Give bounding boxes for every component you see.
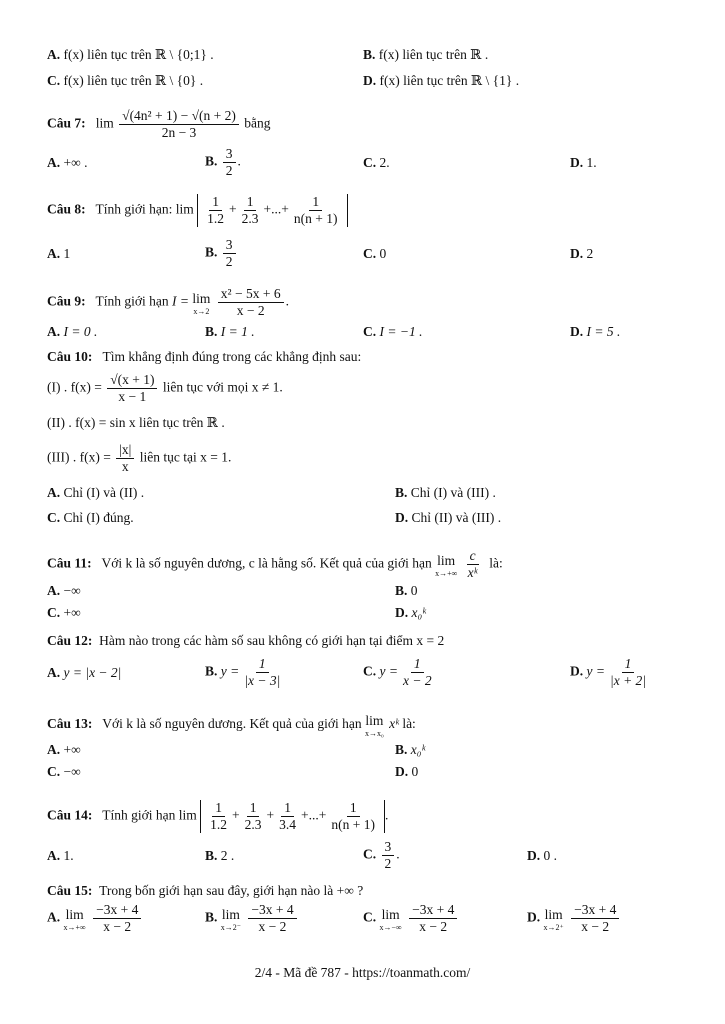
- option-text: x₀ᵏ: [410, 742, 426, 757]
- ellipsis: +...+: [263, 201, 289, 217]
- q12-option-d: [570, 656, 651, 689]
- option-text: I = 1 .: [220, 324, 255, 339]
- question-label: Câu 13:: [47, 716, 93, 732]
- option-text: 0: [379, 246, 387, 261]
- stem-tail: .: [285, 293, 289, 309]
- statement-text: liên tục với mọi x ≠ 1.: [162, 379, 283, 395]
- denominator: x − 2: [236, 303, 265, 318]
- stem-text: Tính giới hạn: lim: [95, 201, 194, 217]
- denominator: x − 2: [258, 919, 287, 934]
- option-label: A.: [47, 246, 61, 261]
- lim-subscript: x→+∞: [63, 922, 86, 932]
- option-label: C.: [363, 663, 377, 679]
- numerator: 1: [212, 800, 225, 817]
- option-tail: .: [396, 846, 400, 862]
- numerator: 1: [347, 800, 360, 817]
- option-label: D.: [570, 246, 584, 261]
- stem-text: Tìm khẳng định đúng trong các khẳng định sau:: [102, 349, 362, 364]
- q10-statement-3: [47, 442, 231, 475]
- q12-option-b: [205, 656, 285, 689]
- q13-option-a: [47, 741, 81, 759]
- lim-symbol: lim: [95, 115, 114, 131]
- numerator: √(4n² + 1) − √(n + 2): [119, 108, 239, 125]
- stem-text: Tính giới hạn: [95, 293, 169, 309]
- option-text: Chỉ (I) và (III) .: [410, 485, 496, 500]
- option-text: 0: [411, 764, 419, 779]
- option-text: I = 5 .: [586, 324, 621, 339]
- limit: [380, 906, 402, 932]
- option-text: y = |x − 2|: [63, 665, 122, 680]
- denominator: x − 2: [103, 919, 132, 934]
- denominator: |x + 2|: [609, 673, 647, 688]
- option-label: A.: [47, 848, 61, 863]
- option-label: C.: [47, 510, 61, 525]
- variable: I =: [172, 293, 190, 309]
- option-label: D.: [363, 73, 377, 88]
- option-label: B.: [205, 324, 218, 339]
- lim-subscript: x→−∞: [379, 922, 402, 932]
- denominator: 2.3: [241, 211, 259, 226]
- lim-symbol: lim: [365, 713, 384, 728]
- numerator: 1: [244, 194, 257, 211]
- denominator: 3.4: [279, 817, 297, 832]
- option-text: 1: [63, 246, 71, 261]
- limit: [435, 552, 457, 578]
- denominator: x: [121, 459, 129, 474]
- stem-text: Tính giới hạn lim: [102, 807, 197, 823]
- q9-option-d: [570, 323, 620, 341]
- numerator: 1: [256, 656, 269, 673]
- numerator: 3: [382, 839, 395, 856]
- numerator: x² − 5x + 6: [218, 286, 284, 303]
- option-text: Chỉ (I) và (II) .: [63, 485, 145, 500]
- fraction: [242, 800, 265, 833]
- lim-symbol: lim: [437, 552, 456, 568]
- lim-symbol: lim: [65, 906, 84, 922]
- numerator: 3: [223, 146, 236, 163]
- stem-tail: là:: [489, 555, 503, 571]
- option-text: 2: [586, 246, 594, 261]
- q10-stem: [47, 348, 361, 366]
- q6-option-d: [363, 72, 519, 90]
- question-label: Câu 14:: [47, 807, 93, 823]
- plus-sign: +: [266, 807, 275, 823]
- option-label: D.: [527, 909, 541, 925]
- option-label: A.: [47, 665, 61, 680]
- option-label: B.: [205, 909, 218, 925]
- fraction: [239, 194, 262, 227]
- q10-option-b: [395, 484, 496, 502]
- limit: [64, 906, 86, 932]
- fraction: [607, 656, 649, 689]
- option-text: +∞: [63, 742, 81, 757]
- option-text: −∞: [63, 583, 81, 598]
- q12-stem: [47, 632, 444, 650]
- q7-option-a: [47, 154, 88, 172]
- denominator: x − 1: [118, 389, 147, 404]
- option-label: C.: [47, 73, 61, 88]
- q8-option-d: [570, 245, 593, 263]
- q13-option-c: [47, 763, 81, 781]
- option-label: D.: [570, 663, 584, 679]
- option-text: Chỉ (II) và (III) .: [411, 510, 502, 525]
- q10-statement-2: [47, 414, 225, 432]
- question-label: Câu 11:: [47, 555, 92, 571]
- q9-stem: [47, 286, 289, 319]
- q10-option-a: [47, 484, 144, 502]
- denominator: 2.3: [244, 817, 262, 832]
- q14-option-a: [47, 847, 74, 865]
- q13-stem: [47, 712, 416, 738]
- option-label: B.: [363, 47, 376, 62]
- q6-option-a: [47, 46, 214, 64]
- numerator: 1: [309, 194, 322, 211]
- stem-tail: là:: [402, 716, 416, 732]
- question-label: Câu 8:: [47, 201, 86, 217]
- fraction: [223, 237, 236, 270]
- statement-prefix: (III) . f(x) =: [47, 449, 111, 465]
- q15-option-b: [205, 902, 299, 935]
- option-label: B.: [395, 583, 408, 598]
- q11-option-b: [395, 582, 418, 600]
- stem-tail: .: [385, 807, 389, 823]
- q14-stem: [47, 800, 388, 833]
- option-label: B.: [205, 153, 218, 169]
- option-text: f(x) liên tục trên ℝ .: [378, 47, 489, 62]
- option-text: f(x) liên tục trên ℝ \ {0;1} .: [63, 47, 214, 62]
- numerator: |x|: [116, 442, 134, 459]
- q15-option-a: [47, 902, 143, 935]
- q14-option-b: [205, 847, 234, 865]
- q7-option-c: [363, 154, 390, 172]
- denominator: 2: [225, 254, 233, 269]
- fraction: [218, 286, 284, 319]
- option-text: 2.: [379, 155, 390, 170]
- denominator: 1.2: [210, 817, 228, 832]
- numerator: −3x + 4: [93, 902, 141, 919]
- q7-stem: [47, 108, 270, 141]
- option-label: A.: [47, 742, 61, 757]
- q12-option-c: [363, 656, 437, 689]
- option-text: Chỉ (I) đúng.: [63, 510, 134, 525]
- option-label: C.: [47, 605, 61, 620]
- q9-option-b: [205, 323, 255, 341]
- numerator: 1: [281, 800, 294, 817]
- denominator: x − 2: [402, 673, 432, 688]
- option-label: B.: [205, 663, 218, 679]
- plus-sign: +: [229, 201, 237, 217]
- numerator: √(x + 1): [107, 372, 157, 389]
- q7-option-b: [205, 146, 241, 179]
- denominator: xᵏ: [467, 565, 478, 580]
- option-label: C.: [363, 324, 377, 339]
- option-label: C.: [363, 909, 377, 925]
- lim-symbol: lim: [381, 906, 400, 922]
- q15-option-c: [363, 902, 459, 935]
- denominator: x − 2: [581, 919, 610, 934]
- stem-text: Với k là số nguyên dương, c là hằng số. Kết quả của giới hạn: [101, 555, 432, 571]
- option-label: C.: [363, 155, 377, 170]
- q15-stem: [47, 882, 363, 900]
- q12-option-a: [47, 664, 121, 682]
- numerator: 1: [622, 656, 635, 673]
- option-text: 1.: [63, 848, 74, 863]
- limit: [192, 290, 210, 316]
- option-prefix: y =: [586, 663, 605, 679]
- option-label: B.: [395, 742, 408, 757]
- fraction: [465, 548, 481, 581]
- denominator: n(n + 1): [293, 211, 338, 226]
- statement-text: (II) . f(x) = sin x liên tục trên ℝ .: [47, 415, 225, 430]
- denominator: x − 2: [419, 919, 448, 934]
- option-tail: .: [237, 153, 241, 169]
- limit: [221, 906, 241, 932]
- fraction: [400, 656, 435, 689]
- fraction: [223, 146, 236, 179]
- question-label: Câu 12:: [47, 633, 93, 648]
- denominator: |x − 3|: [244, 673, 281, 688]
- option-label: A.: [47, 485, 61, 500]
- option-prefix: y =: [220, 663, 240, 679]
- bracket: [197, 194, 347, 227]
- option-label: C.: [363, 846, 377, 862]
- stem-text: Với k là số nguyên dương. Kết quả của giới hạn: [102, 716, 362, 732]
- numerator: 3: [223, 237, 236, 254]
- option-label: A.: [47, 583, 61, 598]
- bracket: [200, 800, 385, 833]
- lim-subscript: x→2: [193, 306, 210, 316]
- lim-subscript: x→2⁻: [220, 922, 241, 932]
- option-text: f(x) liên tục trên ℝ \ {1} .: [379, 73, 520, 88]
- q7-option-d: [570, 154, 597, 172]
- q11-option-d: [395, 604, 426, 622]
- limit-expression: xᵏ: [389, 716, 399, 732]
- limit: [365, 712, 384, 738]
- lim-symbol: lim: [544, 906, 563, 922]
- option-text: x₀ᵏ: [411, 605, 426, 620]
- lim-symbol: lim: [192, 290, 211, 306]
- q15-option-d: [527, 902, 621, 935]
- q9-option-c: [363, 323, 422, 341]
- option-label: A.: [47, 909, 61, 925]
- q8-option-c: [363, 245, 386, 263]
- numerator: 1: [209, 194, 222, 211]
- fraction: [119, 108, 239, 141]
- option-text: 2 .: [220, 848, 235, 863]
- q13-option-b: [395, 741, 425, 759]
- option-label: D.: [395, 764, 409, 779]
- option-label: D.: [570, 155, 584, 170]
- q10-option-d: [395, 509, 501, 527]
- option-label: C.: [47, 764, 61, 779]
- fraction: [409, 902, 457, 935]
- fraction: [248, 902, 296, 935]
- numerator: −3x + 4: [571, 902, 619, 919]
- limit: [544, 906, 564, 932]
- option-label: B.: [395, 485, 408, 500]
- lim-symbol: lim: [221, 906, 240, 922]
- stem-text: Trong bốn giới hạn sau đây, giới hạn nào là +∞ ?: [99, 883, 364, 898]
- q8-option-a: [47, 245, 70, 263]
- denominator: 2: [384, 856, 392, 871]
- option-label: A.: [47, 324, 61, 339]
- q11-option-a: [47, 582, 81, 600]
- statement-prefix: (I) . f(x) =: [47, 379, 102, 395]
- option-text: +∞: [63, 605, 81, 620]
- statement-text: liên tục tại x = 1.: [139, 449, 232, 465]
- ellipsis: +...+: [301, 807, 327, 823]
- denominator: 2n − 3: [161, 125, 197, 140]
- option-label: B.: [205, 244, 218, 260]
- option-text: 1.: [586, 155, 597, 170]
- fraction: [382, 839, 395, 872]
- q11-option-c: [47, 604, 81, 622]
- option-text: f(x) liên tục trên ℝ \ {0} .: [63, 73, 204, 88]
- lim-subscript: x→x₀: [364, 729, 384, 738]
- fraction: [116, 442, 134, 475]
- fraction: [107, 372, 157, 405]
- q8-option-b: [205, 237, 238, 270]
- question-label: Câu 9:: [47, 293, 86, 309]
- option-text: I = −1 .: [379, 324, 423, 339]
- lim-subscript: x→2⁺: [543, 922, 564, 932]
- lim-subscript: x→+∞: [435, 568, 458, 578]
- numerator: −3x + 4: [409, 902, 457, 919]
- page-footer: 2/4 - Mã đề 787 - https://toanmath.com/: [254, 965, 471, 980]
- option-prefix: y =: [379, 663, 398, 679]
- option-label: B.: [205, 848, 218, 863]
- denominator: 1.2: [207, 211, 225, 226]
- option-label: A.: [47, 47, 61, 62]
- fraction: [571, 902, 619, 935]
- q10-statement-1: [47, 372, 283, 405]
- q14-option-c: [363, 839, 400, 872]
- option-label: D.: [527, 848, 541, 863]
- q8-stem: [47, 194, 348, 227]
- option-label: D.: [570, 324, 584, 339]
- fraction: [241, 656, 283, 689]
- stem-tail: bằng: [244, 115, 271, 131]
- fraction: [204, 194, 227, 227]
- q13-option-d: [395, 763, 418, 781]
- fraction: [291, 194, 341, 227]
- question-label: Câu 7:: [47, 115, 86, 131]
- question-label: Câu 15:: [47, 883, 93, 898]
- numerator: 1: [247, 800, 260, 817]
- fraction: [328, 800, 378, 833]
- option-label: C.: [363, 246, 377, 261]
- fraction: [276, 800, 299, 833]
- option-label: D.: [395, 510, 409, 525]
- q9-option-a: [47, 323, 97, 341]
- option-text: +∞ .: [63, 155, 88, 170]
- plus-sign: +: [232, 807, 240, 823]
- option-text: 0 .: [543, 848, 557, 863]
- option-text: 0: [410, 583, 418, 598]
- numerator: −3x + 4: [248, 902, 296, 919]
- fraction: [93, 902, 141, 935]
- q10-option-c: [47, 509, 134, 527]
- q6-option-b: [363, 46, 488, 64]
- numerator: c: [467, 548, 479, 565]
- denominator: 2: [225, 163, 233, 178]
- option-text: −∞: [63, 764, 81, 779]
- option-label: A.: [47, 155, 61, 170]
- denominator: n(n + 1): [331, 817, 376, 832]
- question-label: Câu 10:: [47, 349, 93, 364]
- fraction: [207, 800, 230, 833]
- option-label: D.: [395, 605, 409, 620]
- stem-text: Hàm nào trong các hàm số sau không có giới hạn tại điểm x = 2: [99, 633, 445, 648]
- option-text: I = 0 .: [63, 324, 98, 339]
- numerator: 1: [411, 656, 424, 673]
- q11-stem: [47, 548, 503, 581]
- q6-option-c: [47, 72, 203, 90]
- q14-option-d: [527, 847, 557, 865]
